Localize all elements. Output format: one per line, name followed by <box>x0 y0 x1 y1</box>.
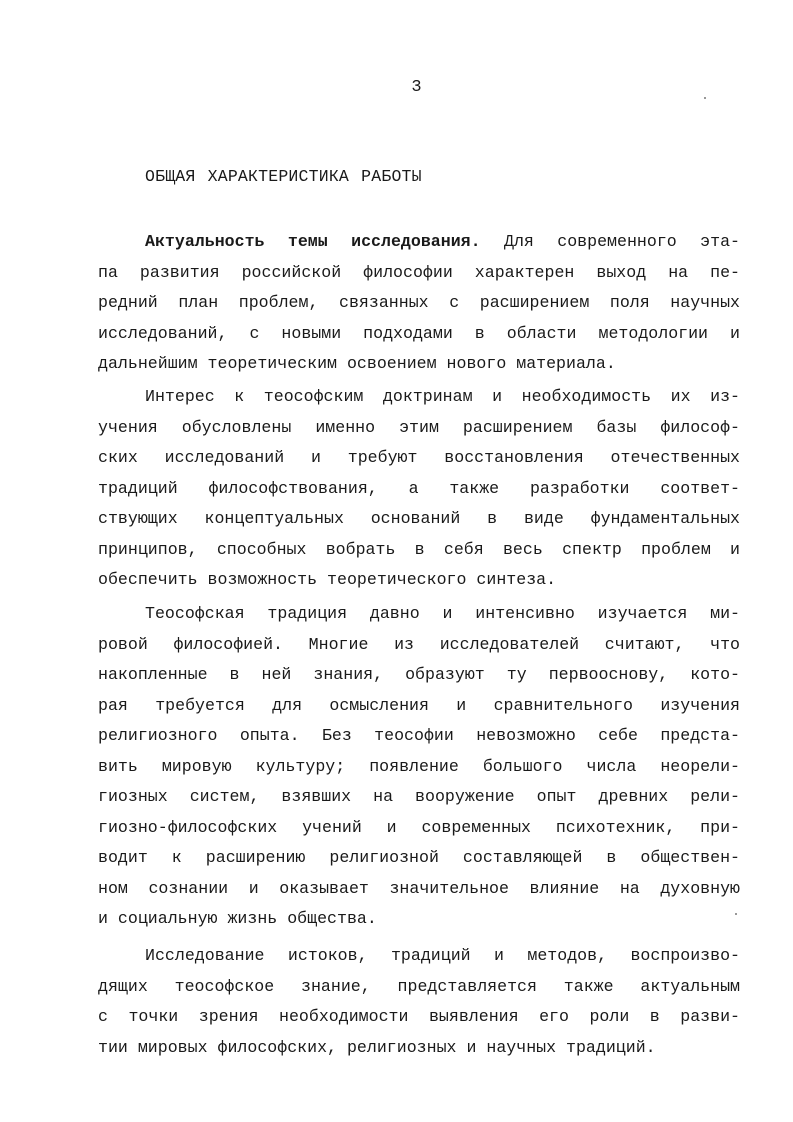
paragraph-line: ских исследований и требуют восстановления отечественных <box>98 448 740 467</box>
paragraph-line: дальнейшим теоретическим освоением нового материала. <box>98 354 616 373</box>
paragraph-line: с точки зрения необходимости выявления его роли в разви- <box>98 1007 740 1026</box>
paragraph-line: Интерес к теософским доктринам и необходимость их из- <box>145 387 740 406</box>
paragraph-line: рая требуется для осмысления и сравнительного изучения <box>98 695 740 715</box>
paragraph-line: гиозно-философских учений и современных психотехник, при- <box>98 817 740 837</box>
paragraph-line: традиций философствования, а также разработки соответ- <box>98 478 740 498</box>
paragraph-interest <box>98 382 740 596</box>
paragraph-line: исследований, с новыми подходами в области методологии и <box>98 323 740 343</box>
paragraph-tradition <box>98 599 740 935</box>
paragraph-line: па развития российской философии характерен выход на пе- <box>98 262 740 282</box>
paragraph-line: ствующих концептуальных оснований в виде фундаментальных <box>98 509 740 528</box>
paragraph-line <box>98 227 740 258</box>
paragraph-line: принципов, способных вобрать в себя весь спектр проблем и <box>98 539 740 559</box>
paragraph-line: Теософская традиция давно и интенсивно изучается ми- <box>145 604 740 623</box>
paragraph-line: дящих теософское знание, представляется также актуальным <box>98 976 740 996</box>
paragraph-line: тии мировых философских, религиозных и научных традиций. <box>98 1037 656 1057</box>
page-number: 3 <box>411 78 422 97</box>
paragraph-research <box>98 941 740 1063</box>
paragraph-line: религиозного опыта. Без теософии невозможно себе предста- <box>98 726 740 745</box>
section-title: ОБЩАЯ ХАРАКТЕРИСТИКА РАБОТЫ <box>145 167 422 186</box>
paragraph-line: и социальную жизнь общества. <box>98 909 377 928</box>
paragraph-line: ровой философией. Многие из исследователей считают, что <box>98 634 740 654</box>
paragraph-line: Исследование истоков, традиций и методов, воспроизво- <box>145 946 740 965</box>
paragraph-relevance <box>98 227 740 380</box>
paragraph-line: водит к расширению религиозной составляющей в обществен- <box>98 848 740 867</box>
relevance-heading: Актуальность темы исследования. <box>145 232 481 251</box>
paragraph-line: ном сознании и оказывает значительное влияние на духовную <box>98 878 740 898</box>
paragraph-line: гиозных систем, взявших на вооружение опыт древних рели- <box>98 787 740 806</box>
paragraph-line: обеспечить возможность теоретического синтеза. <box>98 570 557 589</box>
paragraph-line: учения обусловлены именно этим расширением базы философ- <box>98 417 740 437</box>
paragraph-line: накопленные в ней знания, образуют ту первооснову, кото- <box>98 665 740 684</box>
line-text: Для современного эта- <box>480 232 740 251</box>
scan-speck <box>704 97 706 99</box>
paragraph-line: редний план проблем, связанных с расширением поля научных <box>98 293 740 312</box>
paragraph-line: вить мировую культуру; появление большого числа неорели- <box>98 756 740 776</box>
scan-speck <box>735 913 737 915</box>
